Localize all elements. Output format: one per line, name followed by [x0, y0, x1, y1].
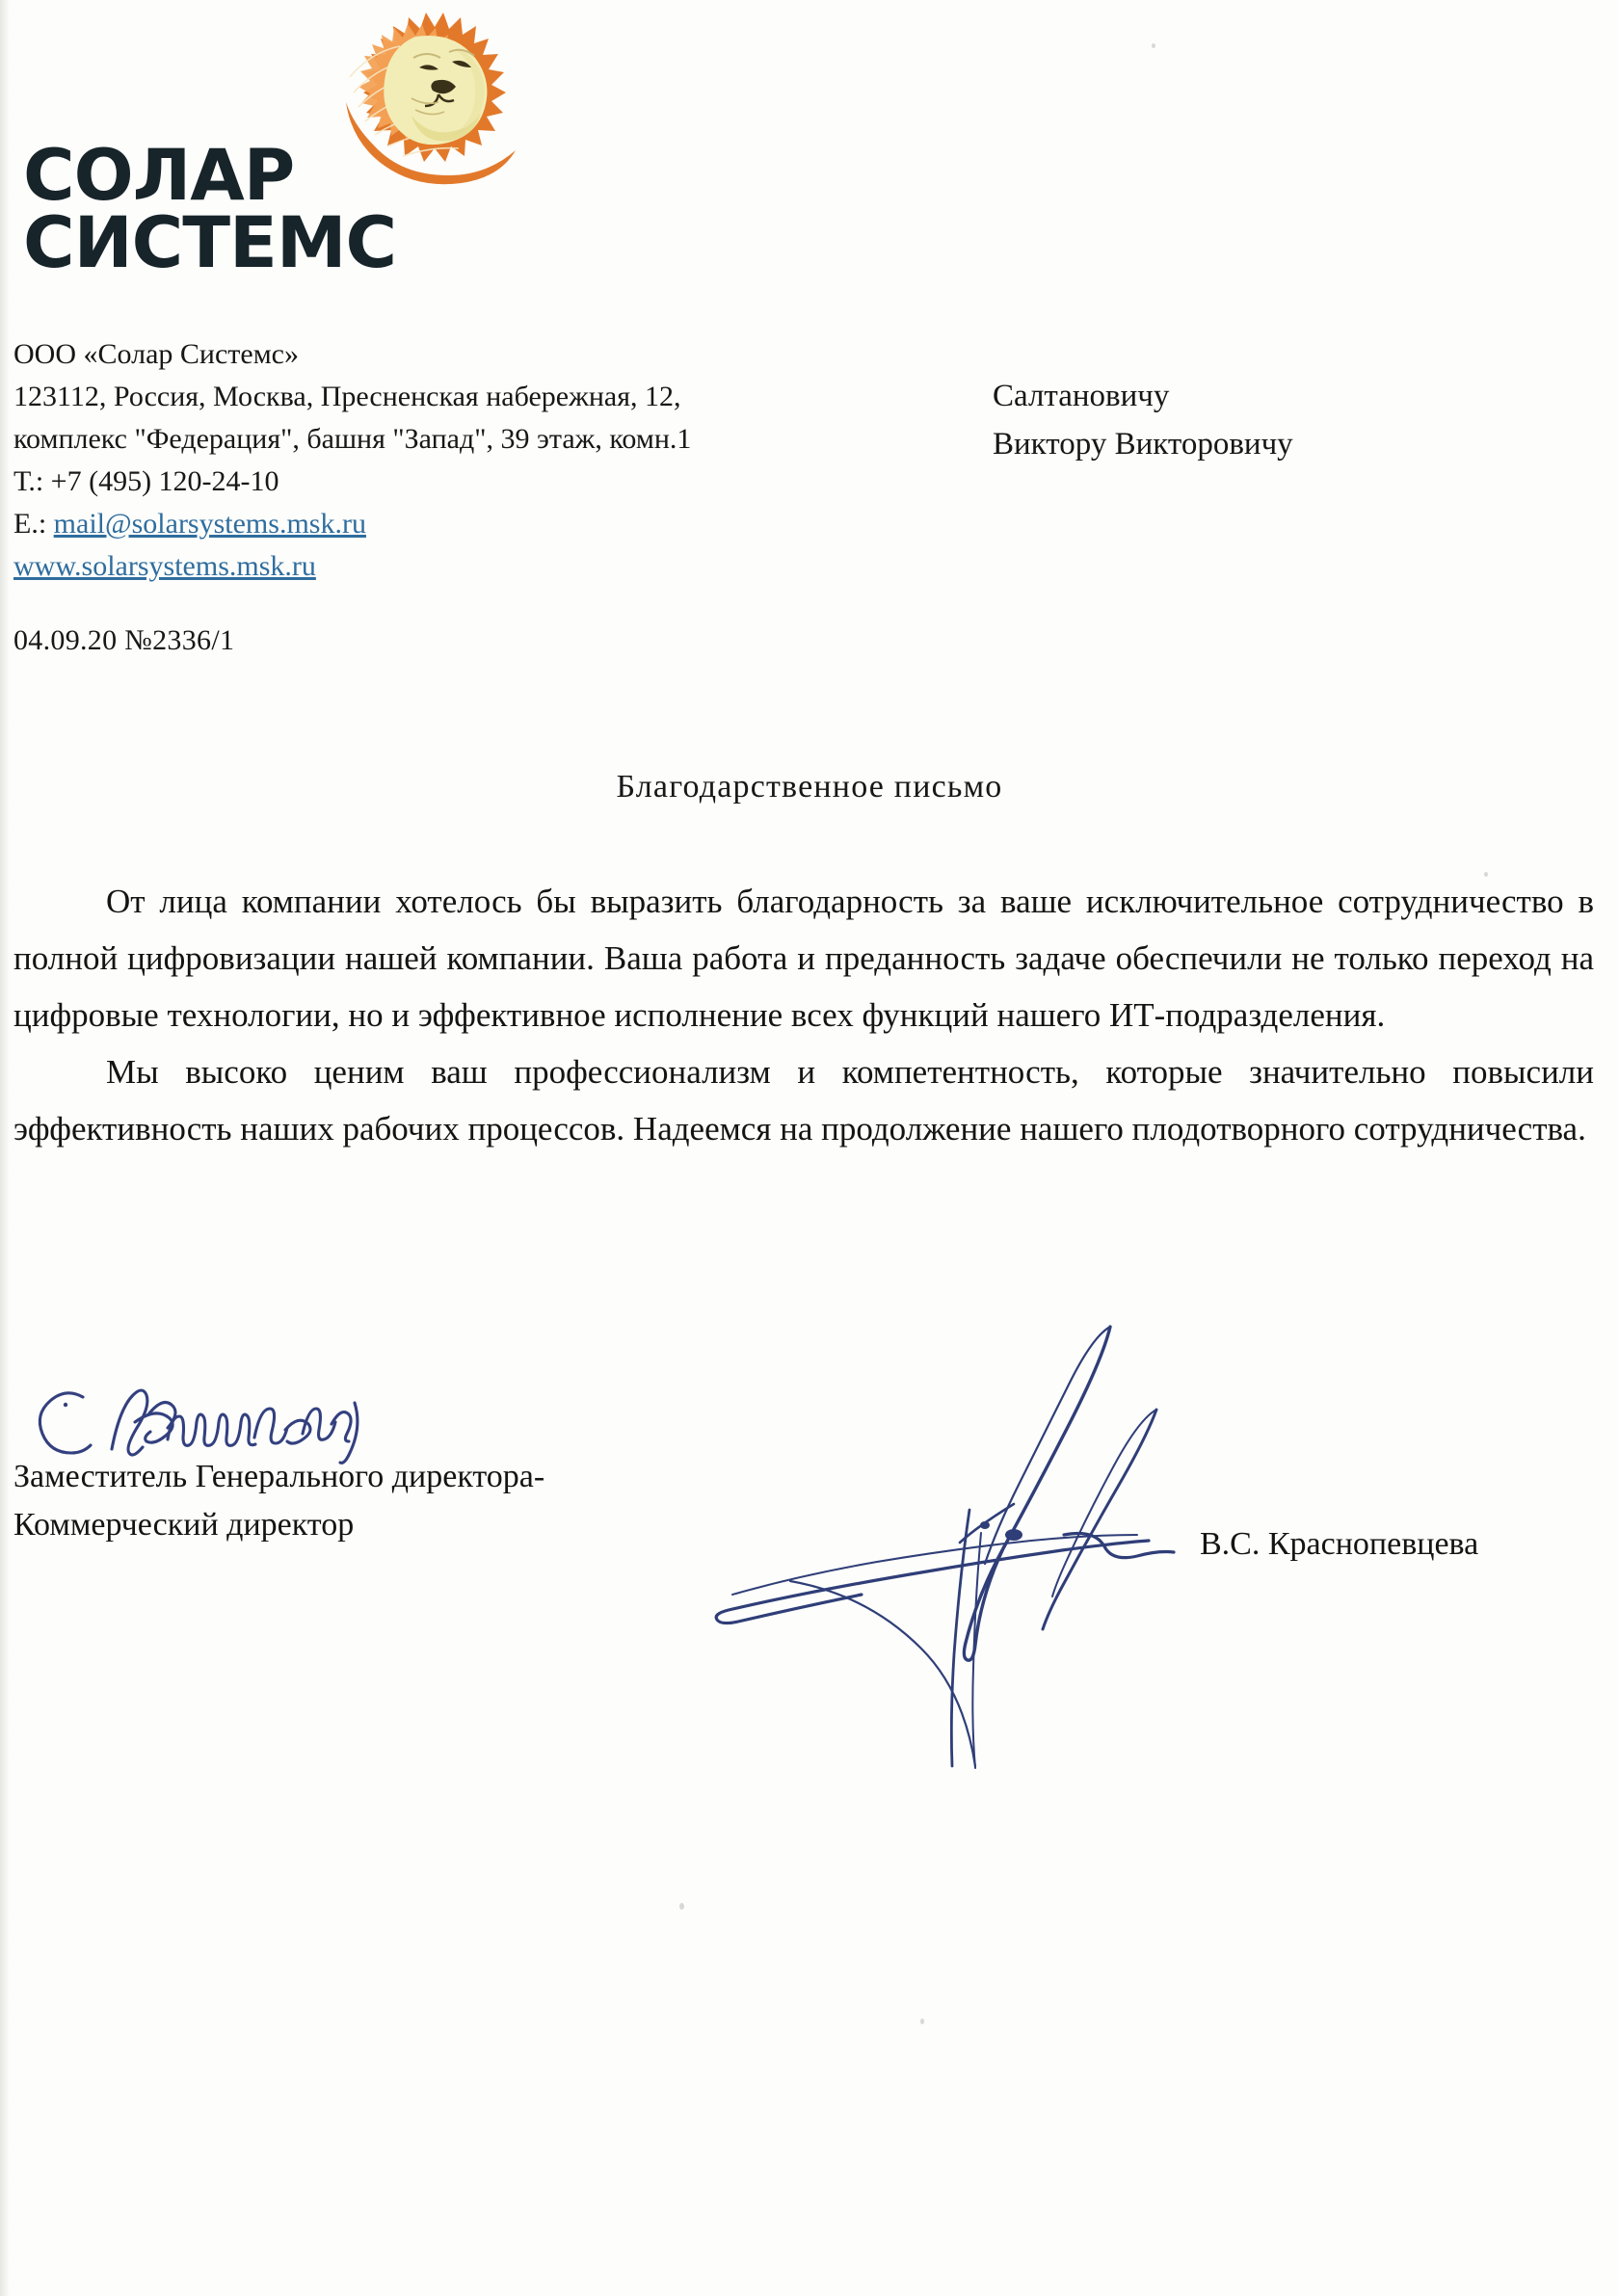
- scan-speck: [1152, 43, 1155, 48]
- logo-wordmark: [23, 135, 601, 285]
- sender-details: [13, 333, 939, 588]
- document-reference: 04.09.20 №2336/1: [13, 624, 235, 656]
- sender-address-line2: комплекс "Федерация", башня "Запад", 39 этаж, комн.1: [13, 423, 692, 455]
- sender-phone: Т.: +7 (495) 120-24-10: [13, 465, 279, 497]
- sender-website-link[interactable]: www.solarsystems.msk.ru: [13, 550, 316, 582]
- sender-address-line1: 123112, Россия, Москва, Пресненская набережная, 12,: [13, 381, 681, 412]
- signer-position-line2: Коммерческий директор: [13, 1507, 355, 1543]
- scan-speck: [679, 1903, 684, 1910]
- addressee-block: [993, 372, 1571, 468]
- sender-website-row: [13, 545, 939, 588]
- scan-edge-left: [0, 0, 10, 2296]
- signer-position: [13, 1453, 823, 1549]
- logo-wordmark-line1: СОЛАР: [23, 135, 295, 217]
- scan-speck: [920, 2019, 924, 2024]
- sender-email-row: [13, 503, 939, 545]
- sender-email-link[interactable]: mail@solarsystems.msk.ru: [53, 508, 366, 540]
- body-paragraph-1: От лица компании хотелось бы выразить благодарность за ваше исключительное сотрудничество в полной цифровизации нашей компании. Ваша работа и преданность задаче обеспечили не только переход на цифровые технологии, но и эффективное исполнение всех функций нашего ИТ-подразделения.: [13, 883, 1594, 1034]
- signer-position-line1: Заместитель Генерального директора-: [13, 1459, 545, 1494]
- letter-body: [13, 873, 1594, 1157]
- addressee-firstname-patronymic: Виктору Викторовичу: [993, 427, 1293, 462]
- addressee-surname: Салтановичу: [993, 379, 1170, 413]
- signer-name: В.С. Краснопевцева: [1200, 1526, 1479, 1562]
- scan-edge-top: [0, 0, 1619, 8]
- sender-company: ООО «Солар Системс»: [13, 338, 300, 370]
- email-label: Е.:: [13, 508, 54, 540]
- company-logo: [17, 8, 615, 287]
- logo-wordmark-line2: СИСТЕМС: [23, 202, 397, 285]
- body-paragraph-2: Мы высоко ценим ваш профессионализм и компетентность, которые значительно повысили эффективность наших рабочих процессов. Надеемся на продолжение нашего плодотворного сотрудничества.: [13, 1053, 1594, 1148]
- letter-title: Благодарственное письмо: [616, 769, 1003, 805]
